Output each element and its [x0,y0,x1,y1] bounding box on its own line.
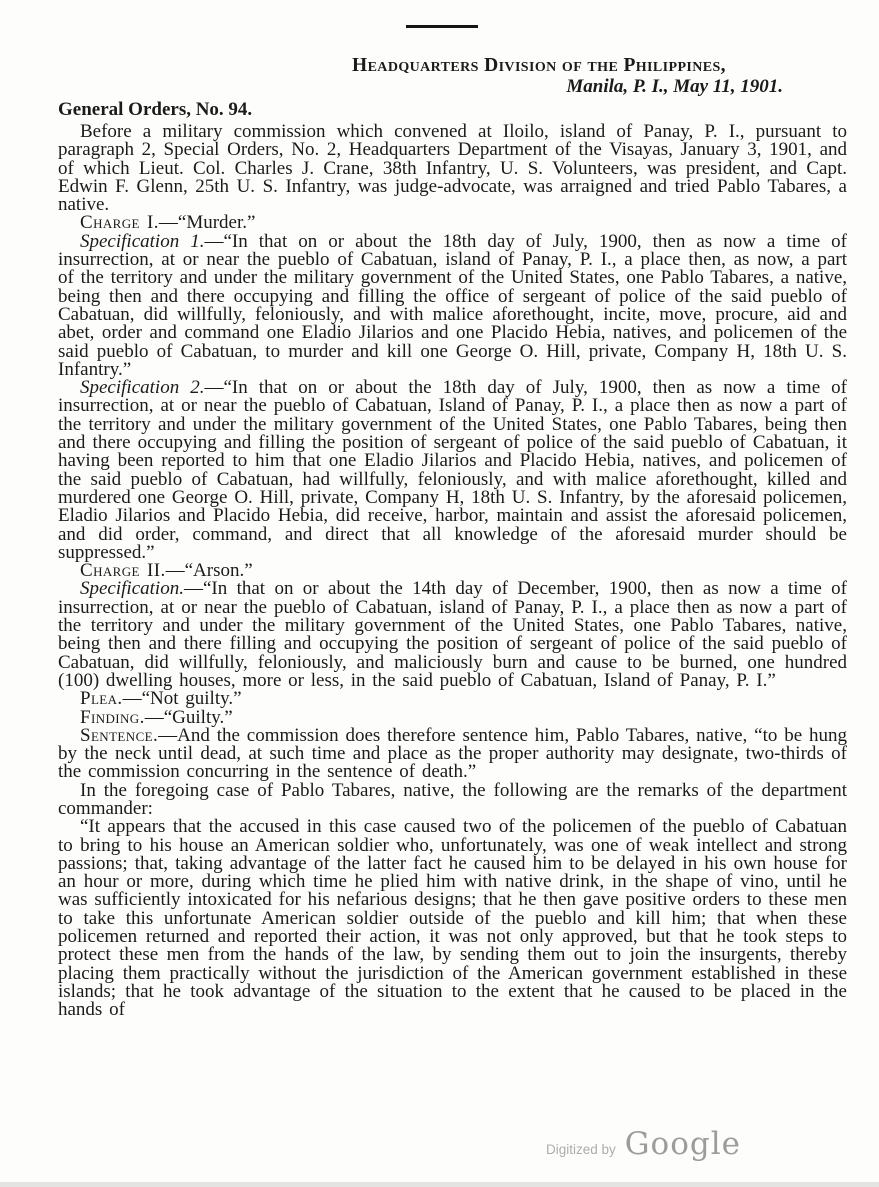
plea-text: —“Not guilty.” [122,688,242,710]
charge-2-text: —“Arson.” [165,560,253,582]
google-logo: Google [624,1126,741,1162]
specification-1-text: —“In that on or about the 18th day of July, 1900, then as now a time of insurrection, at or near the pueblo of Cabatuan, island of Panay, P. I., a place then, as now, a part of the territory and under the military government of the United States, one Pablo Tabares, a native, being then and there occupying and filling the office of sergeant of police of the said pueblo of Cabatuan, did willfully, feloniously, and with malice aforethought, incite, move, procure, aid and abet, order and command one Eladio Jilarios and one Placido Hebia, natives, and policemen of the said pueblo of Cabatuan, to murder and kill one George O. Hill, private, Company H, 18th U. S. Infantry.” [58,230,847,380]
charge-1-label: Charge I. [80,212,159,234]
sentence-text: —And the commission does therefore sentence him, Pablo Tabares, native, “to be hung by the neck until dead, at such time and place as the proper authority may designate, two-thirds of the commission concurring in the sentence of death.” [58,724,847,783]
remarks-paragraph: “It appears that the accused in this case caused two of the policemen of the pueblo of Cabatuan to bring to his house an American soldier who, unfortunately, was one of weak intellect and strong passions; that, taking advantage of the latter fact he caused him to be delayed in his own house for an hour or more, during which time he plied him with native drink, in the shape of vino, until he was sufficiently intoxicated for his nefarious designs; that he then gave positive orders to these men to take this unfortunate American soldier outside of the pueblo and kill him; that when these policemen returned and reported their action, it was not only approved, but that he took steps to protect these men from the hands of the law, by sending them out to join the insurgents, thereby placing them practically without the jurisdiction of the American government established in these islands; that he took advantage of the situation to the extent that he caused to be placed in the hands of [58,816,847,1021]
plea-label: Plea. [80,688,123,710]
specification-arson-text: —“In that on or about the 14th day of December, 1900, then as now a time of insurrection, at or near the pueblo of Cabatuan, island of Panay, P. I., a place then as now a part of the territory and under the military government of the United States, one Pablo Tabares, native, being then and there filling and occupying the position of sergeant of police of the said pueblo of Cabatuan, did willfully, feloniously, and maliciously burn and cause to be burned, one hundred (100) dwelling houses, more or less, in the said pueblo of Cabatuan, Island of Panay, P. I.” [58,578,847,691]
specification-1 [58,230,847,380]
specification-arson-label: Specification. [80,578,184,600]
finding-text: —“Guilty.” [144,706,233,728]
order-text [58,123,847,1020]
charge-1-text: —“Murder.” [158,212,256,234]
specification-2-label: Specification 2. [80,377,205,399]
order-number: General Orders, No. 94. [58,99,253,120]
letterhead-dateline: Manila, P. I., May 11, 1901. [566,76,783,97]
specification-2-text: —“In that on or about the 18th day of July, 1900, then as now a time of insurrection, at or near the pueblo of Cabatuan, Island of Panay, P. I., a place then as now a part of the territory and under the military government of the United States, one Pablo Tabares, being then and there occupying and filling the position of sergeant of police of the said pueblo of Cabatuan, it having been reported to him that one Eladio Jilarios and Placido Hebia, natives, and policemen of the said pueblo of Cabatuan, had willfully, feloniously, and with malice aforethought, killed and murdered one George O. Hill, private, Company H, 18th U. S. Infantry, by the aforesaid policemen, Eladio Jilarios and Placido Hebia, did receive, harbor, maintain and assist the aforesaid policemen, and did order, command, and direct that all knowledge of the aforesaid murder should be suppressed.” [58,377,847,563]
finding-label: Finding. [80,706,145,728]
header-rule [406,25,478,28]
specification-2 [58,379,847,562]
letterhead [58,56,847,119]
specification-1-label: Specification 1. [80,230,205,252]
paragraph-convening: Before a military commission which convened at Iloilo, island of Panay, P. I., pursuant to paragraph 2, Special Orders, No. 2, Headquarters Department of the Visayas, January 3, 1901, and of which Lieut. Col. Charles J. Crane, 38th Infantry, U. S. Volunteers, was president, and Capt. Edwin F. Glenn, 25th U. S. Infantry, was judge-advocate, was arraigned and tried Pablo Tabares, a native. [58,121,847,216]
charge-2-label: Charge II. [80,560,166,582]
remarks-intro-paragraph: In the foregoing case of Pablo Tabares, native, the following are the remarks of the department commander: [58,779,847,819]
specification-arson [58,580,847,690]
sentence-label: Sentence. [80,724,159,746]
scan-bottom-edge [0,1182,879,1187]
letterhead-division: Headquarters Division of the Philippines, [352,55,726,76]
scan-watermark [546,1126,741,1162]
sentence-paragraph [58,724,847,783]
digitized-by-label: Digitized by [546,1142,616,1157]
